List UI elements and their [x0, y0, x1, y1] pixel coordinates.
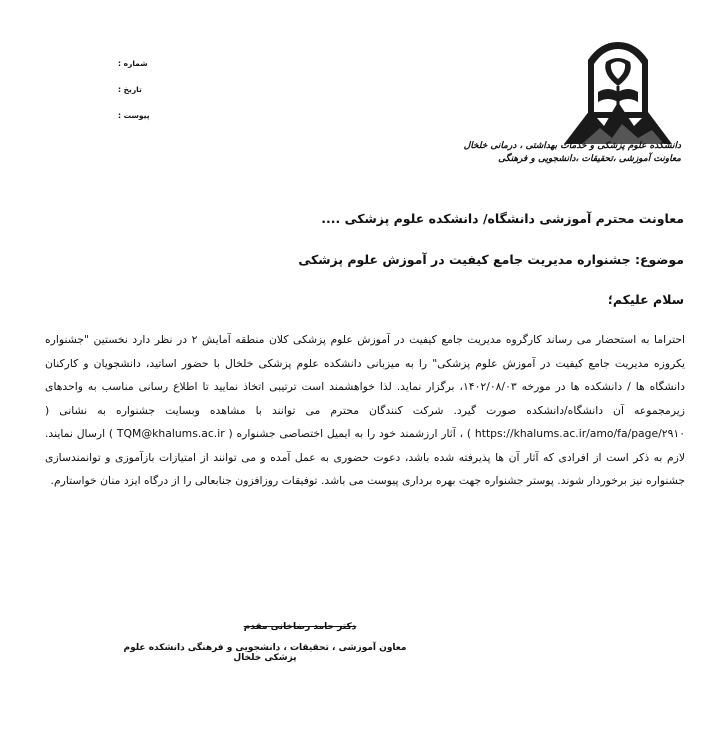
letter-date-label: تاریخ : [118, 85, 142, 94]
signer-name-text: دکتر حامد رضاخانی مقدم [243, 622, 357, 632]
letter-subject: موضوع: جشنواره مدیریت جامع کیفیت در آموزش علوم پزشکی [298, 252, 684, 267]
organization-header [451, 140, 681, 166]
letter-recipient: معاونت محترم آموزشی دانشگاه/ دانشکده علوم پزشکی .... [321, 211, 684, 226]
letter-body: احتراما به استحضار می رساند کارگروه مدیریت جامع کیفیت در آموزش علوم پزشکی کلان منطقه آمایش ۲ در نظر دارد نخستین "جشنواره یکروزه مدیریت جامع کیفیت در آموزش علوم پزشکی" را به میزبانی دانشکده علوم پزشکی خلخال با حضور اساتید، دانشجویان و کارکنان دانشگاه ها / دانشکده ها در مورخه ۱۴۰۲/۰۸/۰۳، برگزار نماید. لذا خواهشمند است ترتیبی اتخاذ نمایید تا اطلاع رسانی مناسب به واحدهای زیرمجموعه آن دانشگاه/دانشکده صورت گیرد. شرکت کنندگان محترم می توانند با مشاهده وبسایت جشنواره به نشانی ( https://khalums.ac.ir/amo/fa/page/۲۹۱۰ ) ، آثار ارزشمند خود را به ایمیل اختصاصی جشنواره ( TQM@khalums.ac.ir ) ارسال نمایند. لازم به ذکر است از افرادی که آثار آن ها پذیرفته شده باشد، دعوت حضوری به عمل آمده و می توانند از امتیازات بازآموزی و توانمندسازی جشنواره نیز برخوردار شوند. پوستر جشنواره جهت بهره برداری پیوست می باشد. توفیقات روزافزون جنابعالی را از درگاه ایزد منان خواستارم. [45, 333, 685, 487]
university-logo-icon [560, 40, 676, 146]
letter-greeting: سلام علیکم؛ [607, 292, 684, 307]
signer-title: معاون آموزشی ، تحقیقات ، دانشجویی و فرهنگی دانشکده علوم پزشکی خلخال [123, 643, 407, 663]
organization-name: دانشکده علوم پزشکی و خدمات بهداشتی ، درمانی خلخال [463, 141, 681, 151]
letter-attachment-label: پیوست : [118, 111, 150, 120]
signer-name [200, 622, 400, 632]
letter-meta [118, 51, 228, 129]
letter-number-label: شماره : [118, 59, 148, 68]
organization-department: معاونت آموزشی ،تحقیقات ،دانشجویی و فرهنگی [498, 154, 681, 164]
